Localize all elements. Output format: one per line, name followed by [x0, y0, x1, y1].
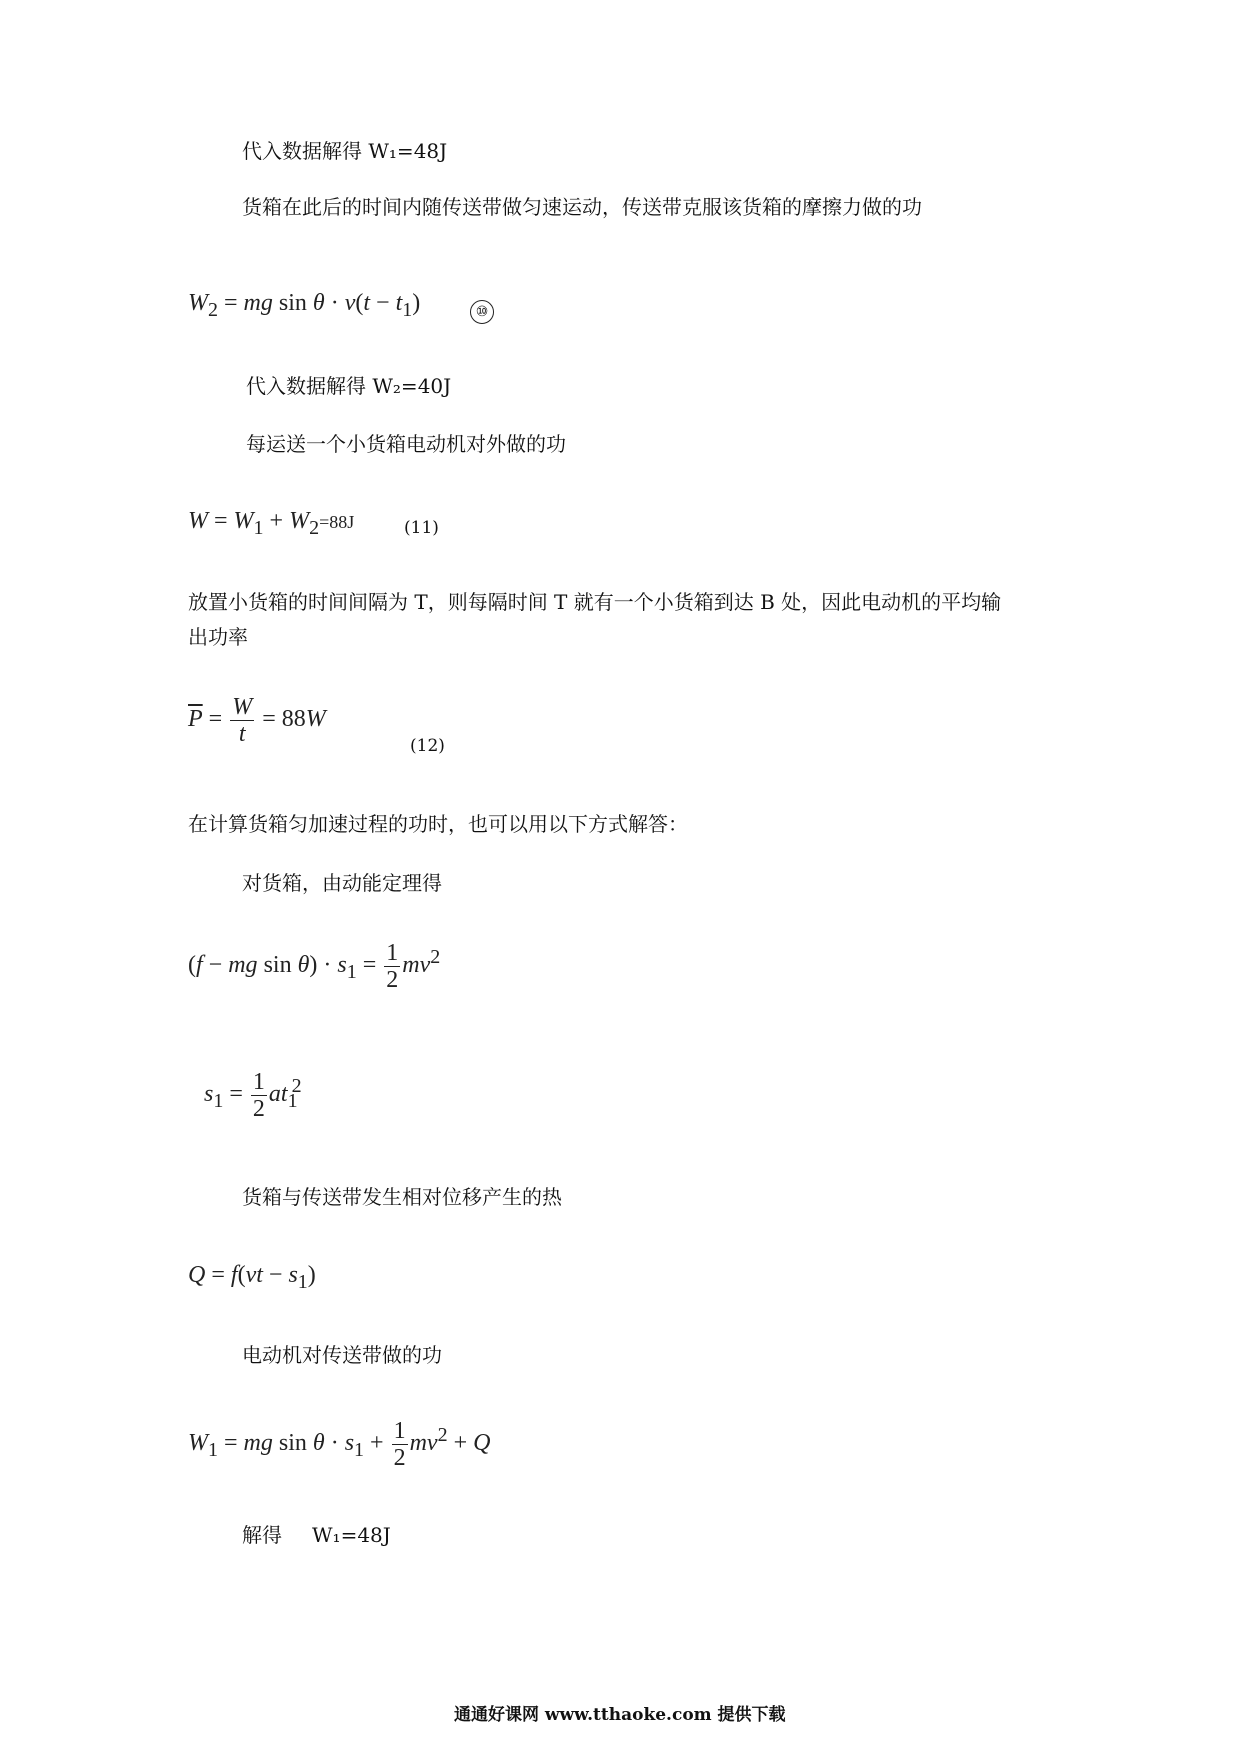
- line-final-value: W₁=48J: [312, 1523, 391, 1547]
- footer-watermark: 通通好课网 www.tthaoke.com 提供下载: [454, 1705, 786, 1725]
- line-kinetic-theorem: 对货箱，由动能定理得: [242, 871, 442, 895]
- line-motor-work: 每运送一个小货箱电动机对外做的功: [246, 432, 566, 456]
- line-heat: 货箱与传送带发生相对位移产生的热: [242, 1185, 562, 1209]
- equation-s1: $s_1$ = $\frac{1}{2}$ $at_1^2$: [204, 1069, 302, 1122]
- line-uniform-motion: 货箱在此后的时间内随传送带做匀速运动，传送带克服该货箱的摩擦力做的功: [242, 195, 922, 219]
- equation-w1: $W_1$ = mg $\sin \theta \cdot s_1$ + $\frac{1}{2}$ $mv^2 + Q$: [188, 1418, 491, 1471]
- equation-11: $W = W_1 + W_2=88J$: [188, 508, 355, 539]
- line-motor-belt-work: 电动机对传送带做的功: [242, 1343, 442, 1367]
- equation-12: $\overline{P}$ = $\frac{W}{t}$ = 88W: [188, 694, 326, 747]
- equation-work-energy: (f − mg $\sin \theta) \cdot s_1$ = $\frac{1}{2}$ $mv^2$: [188, 940, 441, 993]
- line-alternative-method: 在计算货箱匀加速过程的功时，也可以用以下方式解答：: [188, 812, 688, 836]
- line-final-label: 解得: [242, 1523, 282, 1547]
- equation-11-tag: (11): [404, 518, 439, 538]
- equation-10-tag: ⑩: [470, 300, 494, 324]
- equation-10: $W_2$ = mg $\sin \theta \cdot v(t - t_1)$: [188, 290, 421, 321]
- equation-12-tag: (12): [410, 736, 445, 756]
- equation-heat: $Q = f(vt - s_1)$: [188, 1262, 316, 1293]
- line-w1-result: 代入数据解得 W₁=48J: [242, 139, 448, 163]
- equation-11-result: =88J: [319, 512, 355, 532]
- line-interval: 放置小货箱的时间间隔为 T，则每隔时间 T 就有一个小货箱到达 B 处，因此电动机的平均输: [188, 590, 1002, 614]
- line-w2-result: 代入数据解得 W₂=40J: [246, 374, 452, 398]
- line-output-power: 出功率: [188, 625, 248, 649]
